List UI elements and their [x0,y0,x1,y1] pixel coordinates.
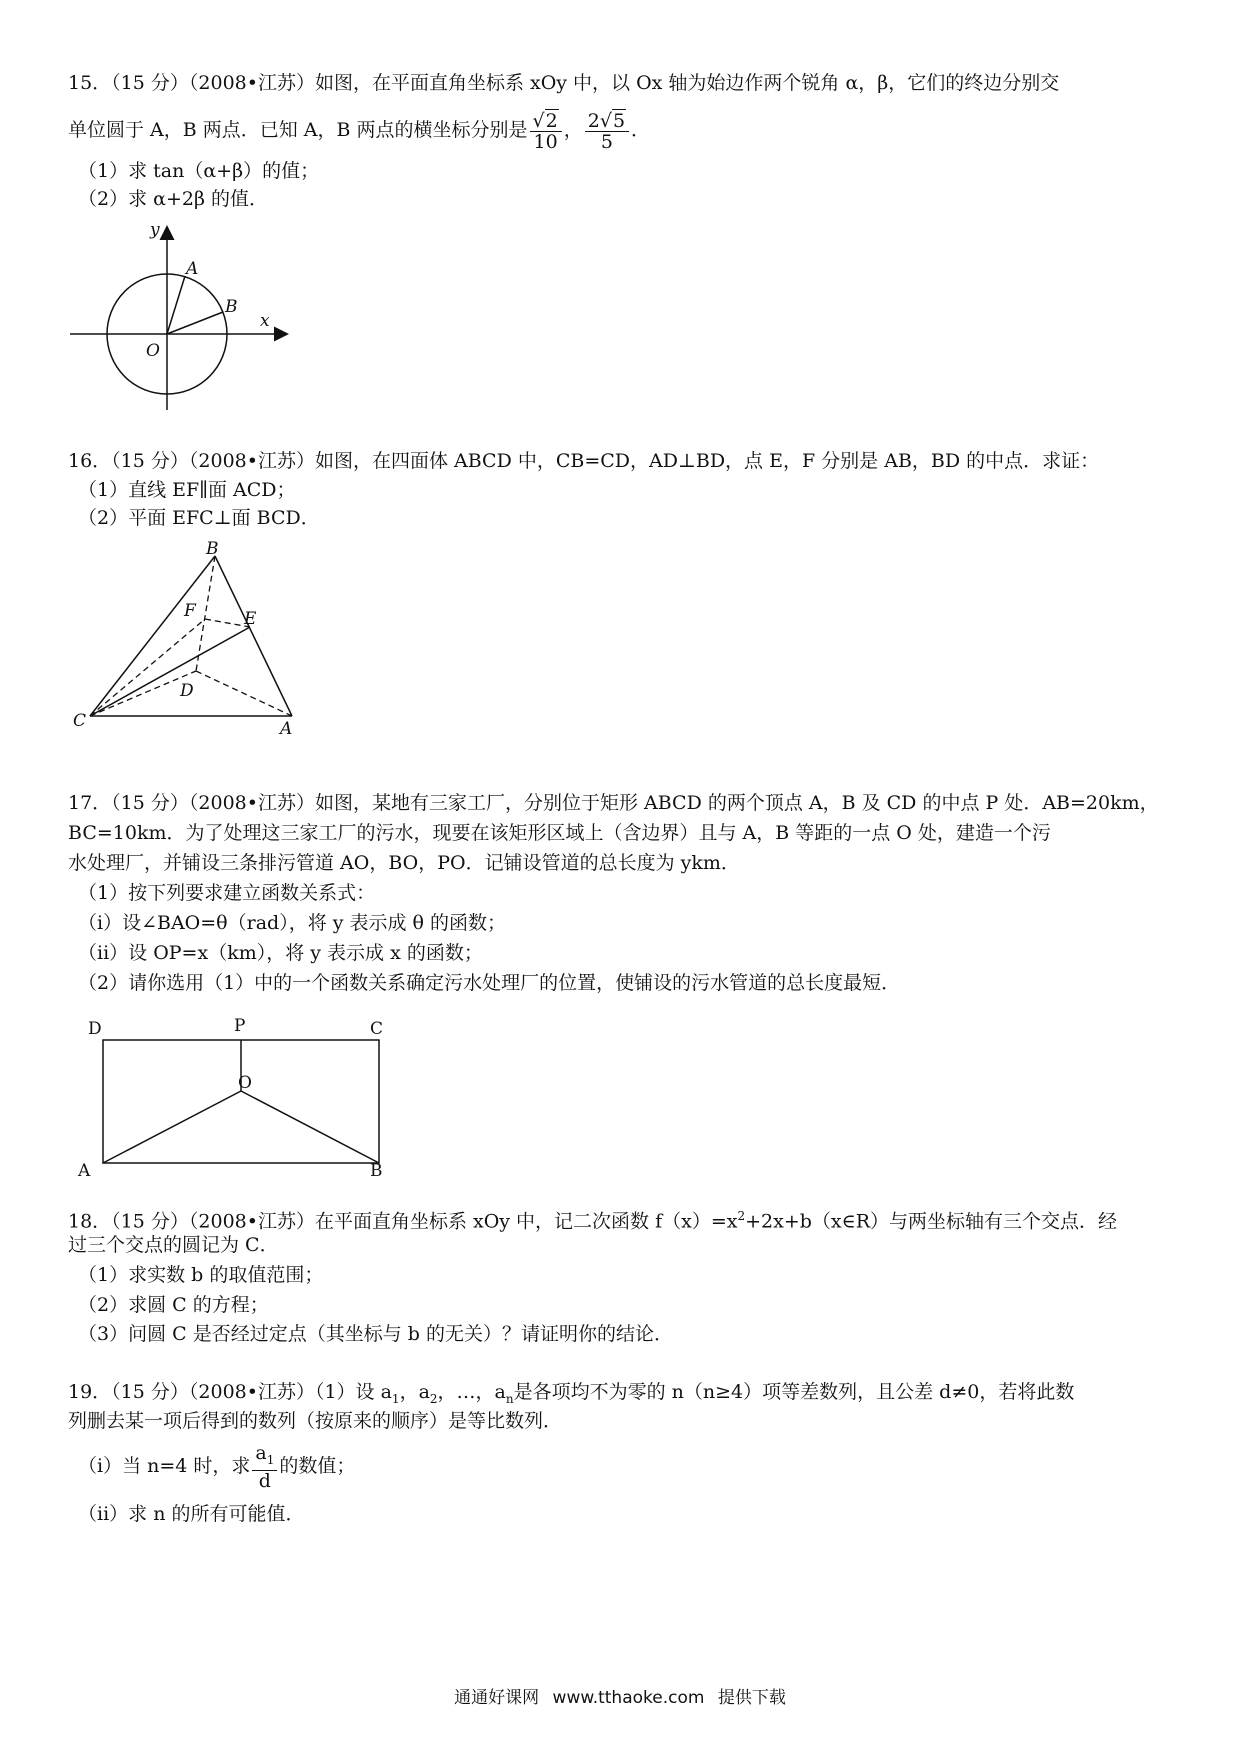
q16-sub1: （1）直线 EF∥面 ACD； [78,479,296,501]
q18-stem-part-a: 18．（15 分）（2008•江苏）在平面直角坐标系 xOy 中，记二次函数 f（x）=x [68,1210,738,1233]
q19-comma-an: ，…，a [437,1381,506,1403]
q19-stem-line2: 列删去某一项后得到的数列（按原来的顺序）是等比数列． [68,1410,563,1432]
q18-stem-part-b: +2x+b（x∈R）与两坐标轴有三个交点．经 [745,1210,1118,1233]
point-b-label: B [225,297,238,317]
q18-stem-line2: 过三个交点的圆记为 C． [68,1234,279,1256]
q19-frac-num: a [255,1442,267,1465]
q15-frac1-num: 2 [545,109,558,132]
edge-da-hidden [196,671,292,716]
q15-frac2-rad: 5 [612,109,626,132]
vertex-c-label: C [370,1019,384,1039]
q15-fraction-a: $\frac{√2}{10}$ [530,111,562,152]
q16-tetrahedron-figure [60,536,340,746]
footer-site: 通通好课网 [454,1688,540,1708]
q19-sub-ii: （ii）求 n 的所有可能值． [78,1503,305,1525]
q19-frac-den: d [258,1469,271,1492]
pipe-bo [241,1091,379,1163]
q17-sub1-ii: （ii）设 OP=x（km），将 y 表示成 x 的函数； [78,942,483,964]
q19-sub-i-suffix: 的数值； [279,1455,356,1477]
q15-stem-prefix: 单位圆于 A，B 两点．已知 A，B 两点的横坐标分别是 [68,119,528,141]
pipe-ao [103,1091,241,1163]
q17-sub2: （2）请你选用（1）中的一个函数关系确定污水处理厂的位置，使铺设的污水管道的总长度最短． [78,972,901,994]
ray-oa [167,276,185,334]
q18-sub2: （2）求圆 C 的方程； [78,1294,269,1316]
q15-sub1: （1）求 tan（α+β）的值； [78,160,320,182]
q19-stem-part-a: 19．（15 分）（2008•江苏）（1）设 a [68,1381,392,1403]
q17-stem-line2: BC=10km．为了处理这三家工厂的污水，现要在该矩形区域上（含边界）且与 A，B 等距的一点 O 处，建造一个污 [68,822,1051,844]
point-p-label: P [234,1016,246,1036]
q19-sub-i [78,1442,355,1490]
q15-sub2: （2）求 α+2β 的值． [78,188,268,210]
q19-sub-index-n: n [505,1391,514,1406]
q18-sub3: （3）问圆 C 是否经过定点（其坐标与 b 的无关）？请证明你的结论． [78,1323,673,1345]
vertex-a-label: A [280,719,293,739]
footer-url[interactable]: www.tthaoke.com [552,1688,705,1708]
q18-sub1: （1）求实数 b 的取值范围； [78,1264,324,1286]
q19-comma-a2: ，a [399,1381,430,1403]
origin-label: O [146,341,160,361]
vertex-b-label: B [370,1161,383,1178]
q19-sub-i-prefix: （i）当 n=4 时，求 [78,1455,251,1477]
vertex-c-label: C [73,711,87,731]
edge-cb [90,556,215,716]
q19-stem-line1 [68,1379,1074,1412]
segment-ce [90,627,250,716]
q18-exponent: 2 [737,1209,746,1223]
q15-stem-line1: 15．（15 分）（2008•江苏）如图，在平面直角坐标系 xOy 中，以 Ox 轴为始边作两个锐角 α，β，它们的终边分别交 [68,72,1060,94]
q15-stem-suffix: ． [631,119,651,141]
q19-sub-index-2: 2 [429,1391,438,1406]
q18-stem-line1 [68,1203,1117,1234]
vertex-b-label: B [206,539,219,559]
edge-ba [215,556,292,716]
vertex-d-label: D [180,681,194,701]
q16-stem-line1: 16．（15 分）（2008•江苏）如图，在四面体 ABCD 中，CB=CD，AD⊥BD，点 E，F 分别是 AB，BD 的中点．求证： [68,450,1100,472]
point-f-label: F [184,601,196,621]
q15-unit-circle-figure [60,218,300,418]
point-e-label: E [244,609,257,629]
q19-stem-part-b: 是各项均不为零的 n（n≥4）项等差数列，且公差 d≠0，若将此数 [513,1381,1075,1403]
q15-stem-line2 [68,108,650,152]
q16-sub2: （2）平面 EFC⊥面 BCD． [78,507,320,529]
point-a-label: A [186,259,199,279]
q17-sub1: （1）按下列要求建立函数关系式： [78,882,376,904]
q19-frac-num-sub: 1 [266,1452,275,1467]
ray-ob [167,312,223,334]
q15-sep: ， [563,119,583,141]
q19-fraction [252,1443,277,1491]
q15-frac2-den: 5 [600,130,613,153]
q15-frac1-den: 10 [533,130,558,153]
vertex-a-label: A [78,1161,91,1178]
q19-sub-index-1: 1 [391,1391,400,1406]
vertex-d-label: D [88,1019,102,1039]
q17-rectangle-figure [70,1008,430,1178]
page-footer [0,1683,1240,1708]
q17-stem-line3: 水处理厂，并铺设三条排污管道 AO，BO，PO．记铺设管道的总长度为 ykm． [68,852,740,874]
q17-stem-line1: 17．（15 分）（2008•江苏）如图，某地有三家工厂，分别位于矩形 ABCD 的两个顶点 A，B 及 CD 的中点 P 处．AB=20km， [68,792,1159,814]
point-o-label: O [238,1073,252,1093]
y-axis-label: y [150,220,160,240]
footer-note: 提供下载 [717,1688,786,1708]
x-axis-label: x [260,311,270,331]
q15-fraction-b: $\frac{2√5}{5}$ [585,111,629,152]
edge-bd-hidden [196,556,215,671]
q15-frac2-coef: 2 [587,109,600,132]
q17-sub1-i: （i）设∠BAO=θ（rad），将 y 表示成 θ 的函数； [78,912,507,934]
segment-cf-hidden [90,619,205,716]
